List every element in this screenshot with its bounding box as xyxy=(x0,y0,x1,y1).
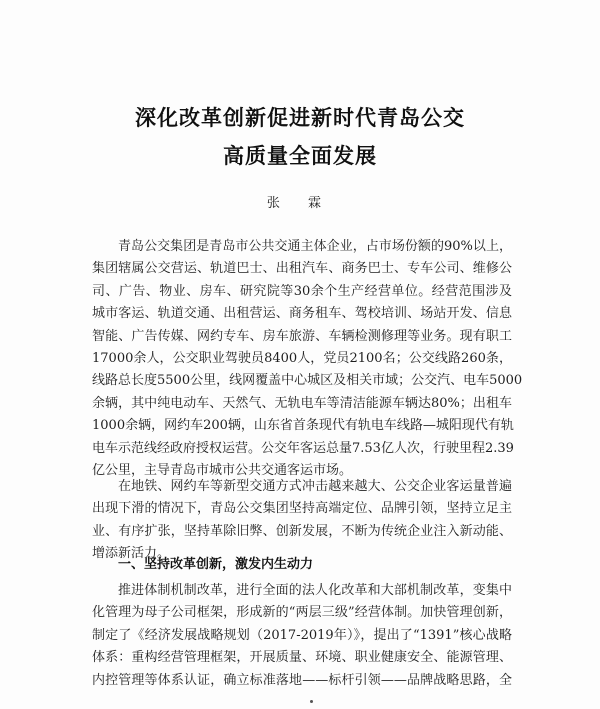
paragraph-line: 化管理为母子公司框架，形成新的“两层三级”经营体制。加快管理创新， xyxy=(92,605,512,621)
paragraph-line: 电车示范线经政府授权运营。公交年客运总量7.53亿人次，行驶里程2.39 xyxy=(92,440,514,456)
paragraph-1 xyxy=(92,236,523,482)
author-name: 张 霖 xyxy=(266,196,334,211)
paragraph-line: 智能、广告传媒、网约专车、房车旅游、车辆检测修理等业务。现有职工 xyxy=(92,328,512,344)
paragraph-line: 业、有序扩张，坚持革除旧弊、创新发展，不断为传统企业注入新动能、 xyxy=(92,523,512,539)
paragraph-line: 体系：重构经营管理框架，开展质量、环境、职业健康安全、能源管理、 xyxy=(92,650,512,666)
paragraph-line: 司、广告、物业、房车、研究院等30余个生产经营单位。经营范围涉及 xyxy=(92,283,512,299)
paragraph-line: 17000余人，公交职业驾驶员8400人，党员2100名；公交线路260条， xyxy=(92,351,512,367)
paragraph-line: 推进体制机制改革，进行全面的法人化改革和大部机制改革，变集中 xyxy=(118,583,512,598)
scan-dot xyxy=(310,700,313,703)
paragraph-line: 青岛公交集团是青岛市公共交通主体企业，占市场份额的90%以上， xyxy=(118,239,512,254)
title-line-1: 深化改革创新促进新时代青岛公交 xyxy=(135,106,465,130)
paragraph-line: 1000余辆，网约车200辆，山东省首条现代有轨电车线路—城阳现代有轨 xyxy=(92,418,514,434)
paragraph-line: 增添新活力。 xyxy=(92,546,171,562)
paragraph-3 xyxy=(92,580,512,692)
paragraph-line: 制定了《经济发展战略规划（2017-2019年）》，提出了“1391”核心战略 xyxy=(92,627,512,643)
paragraph-line: 亿公里，主导青岛市城市公共交通客运市场。 xyxy=(92,463,353,479)
title-line-2: 高质量全面发展 xyxy=(223,144,377,168)
paragraph-line: 线路总长度5500公里，线网覆盖中心城区及相关市域；公交汽、电车5000 xyxy=(92,373,523,389)
paragraph-line: 集团辖属公交营运、轨道巴士、出租汽车、商务巴士、专车公司、维修公 xyxy=(92,261,512,277)
paragraph-line: 余辆，其中纯电动车、天然气、无轨电车等清洁能源车辆达80%；出租车 xyxy=(92,395,512,411)
section-heading-1: 一、坚持改革创新，激发内生动力 xyxy=(118,557,314,572)
paragraph-line: 在地铁、网约车等新型交通方式冲击越来越大、公交企业客运量普遍 xyxy=(118,479,512,494)
paragraph-line: 内控管理等体系认证，确立标准落地——标杆引领——品牌战略思路，全 xyxy=(92,672,512,688)
paragraph-line: 城市客运、轨道交通、出租营运、商务租车、驾校培训、场站开发、信息 xyxy=(92,306,512,322)
paragraph-line: 出现下滑的情况下，青岛公交集团坚持高端定位、品牌引领，坚持立足主 xyxy=(92,501,512,517)
